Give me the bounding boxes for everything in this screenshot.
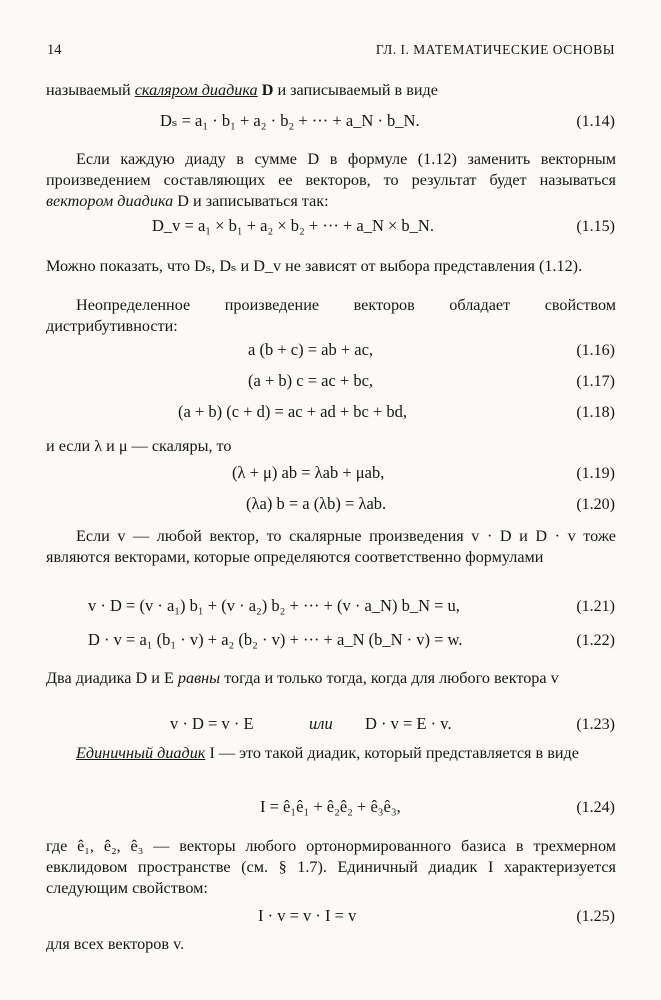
paragraph-scalars: и если λ и μ — скаляры, то [46,437,232,455]
text-fragment: Два диадика D и E [46,669,178,687]
term-scalar: скаляром диадика [134,81,258,99]
paragraph-dot-products: Если v — любой вектор, то скалярные произведения v · D и D · v тоже являются векторами, которые определяются соответственно формулами [46,527,616,566]
text-fragment: I — это такой диадик, который представляется в виде [205,744,579,762]
equation-number: (1.19) [576,465,615,482]
equation-1-22: D · v = a₁ (b₁ · v) + a₂ (b₂ · v) + ··· + a_N (b_N · v) = w. [88,630,463,649]
equation-1-18: (a + b) (c + d) = ac + ad + bc + bd, [178,402,408,421]
equation-1-20: (λa) b = a (λb) = λab. [246,494,387,513]
paragraph-scalar [46,80,616,101]
text-fragment: называемый [46,81,135,99]
equation-number: (1.16) [576,342,615,359]
text-fragment: Если каждую диаду в сумме D в формуле (1.12) заменить векторным произведением составляющих ее векторов, то результат будет называться [46,150,616,189]
equation-number: (1.15) [576,218,615,235]
chapter-title: ГЛ. I. МАТЕМАТИЧЕСКИЕ ОСНОВЫ [375,42,615,57]
paragraph-equality [46,668,616,689]
equation-number: (1.21) [576,598,615,615]
equation-1-21: v · D = (v · a₁) b₁ + (v · a₂) b₂ + ··· + (v · a_N) b_N = u, [88,596,460,615]
term-equal: равны [177,669,221,687]
equation-1-16: a (b + c) = ab + ac, [248,340,374,359]
equation-1-14: Dₛ = a₁ · b₁ + a₂ · b₂ + ··· + a_N · b_N. [160,111,420,130]
paragraph-basis: где ê₁, ê₂, ê₃ — векторы любого ортонормированного базиса в трехмерном евклидовом пространстве (см. § 1.7). Единичный диадик I характеризуется следующим свойством: [46,837,616,897]
equation-1-23-right: D · v = E · v. [365,714,452,733]
equation-1-15: D_v = a₁ × b₁ + a₂ × b₂ + ··· + a_N × b_N. [152,216,434,235]
equation-1-23-left: v · D = v · E [170,714,254,733]
equation-number: (1.22) [576,632,615,649]
text-fragment: и записываемый в виде [273,81,438,99]
text-fragment: тогда и только тогда, когда для любого вектора v [220,669,559,687]
equation-number: (1.20) [576,496,615,513]
paragraph-all-vectors: для всех векторов v. [46,935,185,953]
equation-number: (1.17) [576,373,615,390]
equation-1-19: (λ + μ) ab = λab + μab, [232,463,385,482]
term-unit-dyadic: Единичный диадик [76,744,206,762]
equation-1-23-or: или [309,714,333,733]
term-vector: вектором диадика [46,192,174,210]
page-number: 14 [47,42,62,58]
equation-1-17: (a + b) c = ac + bc, [248,371,374,390]
equation-number: (1.25) [576,908,615,925]
equation-number: (1.14) [576,113,615,130]
equation-1-24: I = ê₁ê₁ + ê₂ê₂ + ê₃ê₃, [260,797,401,816]
paragraph-unit-dyadic [46,743,616,764]
equation-number: (1.23) [576,716,615,733]
equation-1-25: I · v = v · I = v [258,906,357,925]
paragraph-distributivity: Неопределенное произведение векторов обладает свойством дистрибутивности: [46,296,616,335]
paragraph-independence: Можно показать, что Dₛ, Dₛ и D_v не зависят от выбора представления (1.12). [46,257,583,275]
text-fragment: D и записываться так: [173,192,329,210]
equation-number: (1.24) [576,799,615,816]
paragraph-vector [46,149,616,212]
bold-symbol: D [257,81,274,99]
equation-number: (1.18) [576,404,615,421]
